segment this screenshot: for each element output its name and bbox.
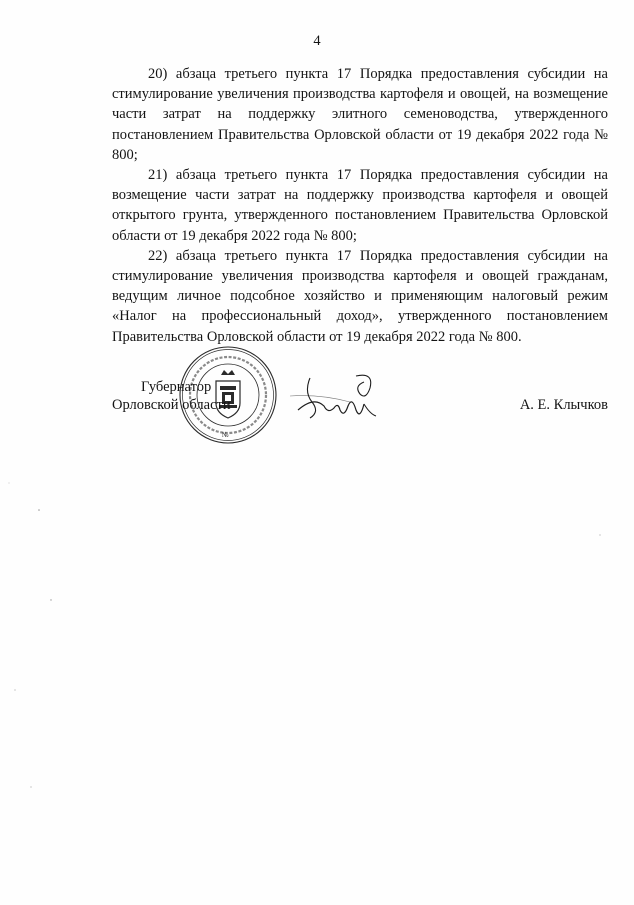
- document-body: [112, 64, 608, 347]
- signer-name: А. Е. Клычков: [519, 397, 608, 413]
- signer-title-line-1: Губернатор: [141, 379, 212, 395]
- paragraph-item-21: 21) абзаца третьего пункта 17 Порядка предоставления субсидии на возмещение части затрат на поддержку производства картофеля и овощей открытого грунта, утвержденного постановлением Правительства Орловской области от 19 декабря 2022 года № 800;: [112, 167, 608, 244]
- paragraph-item-22: 22) абзаца третьего пункта 17 Порядка предоставления субсидии на стимулирование увеличения производства картофеля и овощей гражданам, ведущим личное подсобное хозяйство и применяющим налоговый режим «Налог на профессиональный доход», утвержденного постановлением Правительства Орловской области от 19 декабря 2022 года № 800.: [112, 247, 608, 345]
- signer-title-line-2: Орловской области: [112, 397, 231, 413]
- page-number: 4: [313, 33, 321, 49]
- signature-block: [112, 372, 608, 452]
- svg-text:№: №: [222, 431, 229, 439]
- paragraph-item-20: 20) абзаца третьего пункта 17 Порядка предоставления субсидии на стимулирование увеличения производства картофеля и овощей, на возмещение части затрат на поддержку элитного семеноводства, утвержденного постановлением Правительства Орловской области от 19 декабря 2022 года № 800;: [112, 66, 608, 163]
